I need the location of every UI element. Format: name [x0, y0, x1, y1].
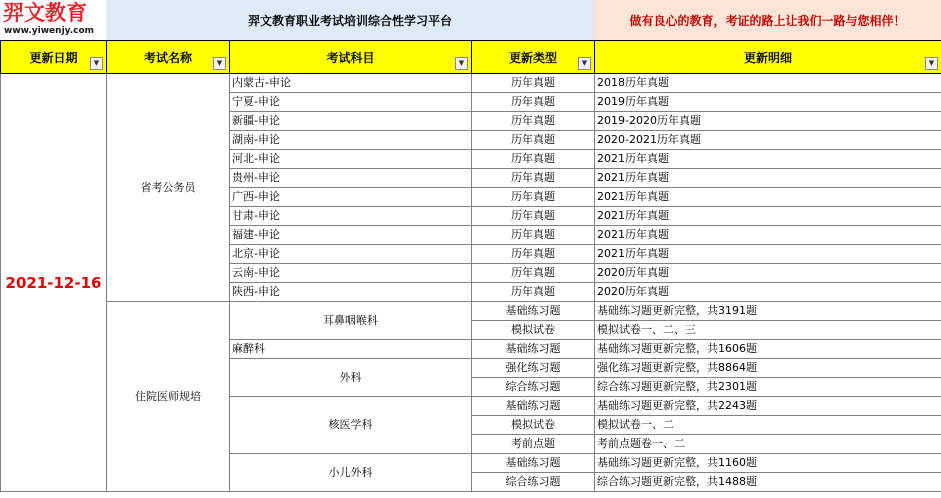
type-cell: 模拟试卷: [472, 416, 595, 435]
type-cell: 综合练习题: [472, 378, 595, 397]
detail-cell: 模拟试卷一、二: [595, 416, 941, 435]
type-cell: 历年真题: [472, 150, 595, 169]
type-cell: 考前点题: [472, 435, 595, 454]
type-cell: 基础练习题: [472, 397, 595, 416]
subject-cell: 麻醉科: [230, 340, 472, 359]
table-row: [1, 74, 941, 93]
subject-cell: 河北-申论: [230, 150, 472, 169]
update-date: 2021-12-16: [1, 74, 107, 492]
detail-cell: 综合练习题更新完整，共1488题: [595, 473, 941, 492]
type-cell: 历年真题: [472, 169, 595, 188]
detail-cell: 2021历年真题: [595, 188, 941, 207]
logo-text: 羿文教育: [3, 1, 87, 25]
subject-cell: 内蒙古-申论: [230, 74, 472, 93]
filter-active-icon[interactable]: ▼: [90, 57, 103, 70]
type-cell: 历年真题: [472, 226, 595, 245]
subject-cell: 贵州-申论: [230, 169, 472, 188]
detail-cell: 2020-2021历年真题: [595, 131, 941, 150]
update-table: [0, 40, 941, 492]
header-exam: 考试名称 ▼: [107, 41, 230, 74]
header-detail: 更新明细 ▼: [595, 41, 941, 74]
header-type: 更新类型 ▼: [472, 41, 595, 74]
detail-cell: 模拟试卷一、二、三: [595, 321, 941, 340]
detail-cell: 基础练习题更新完整，共1606题: [595, 340, 941, 359]
type-cell: 历年真题: [472, 131, 595, 150]
detail-cell: 2021历年真题: [595, 226, 941, 245]
platform-title: 羿文教育职业考试培训综合性学习平台: [106, 0, 594, 40]
type-cell: 历年真题: [472, 112, 595, 131]
detail-cell: 强化练习题更新完整，共8864题: [595, 359, 941, 378]
header-subject: 考试科目 ▼: [230, 41, 472, 74]
type-cell: 历年真题: [472, 188, 595, 207]
subject-cell: 外科: [230, 359, 472, 397]
header-row: [1, 41, 941, 74]
detail-cell: 2020历年真题: [595, 283, 941, 302]
chevron-down-icon[interactable]: ▼: [578, 57, 591, 70]
detail-cell: 2021历年真题: [595, 169, 941, 188]
type-cell: 历年真题: [472, 207, 595, 226]
exam-name: 住院医师规培: [107, 302, 230, 492]
type-cell: 历年真题: [472, 245, 595, 264]
chevron-down-icon[interactable]: ▼: [925, 57, 938, 70]
banner: [0, 0, 941, 40]
type-cell: 历年真题: [472, 74, 595, 93]
logo: [0, 0, 106, 40]
detail-cell: 考前点题卷一、二: [595, 435, 941, 454]
detail-cell: 2019-2020历年真题: [595, 112, 941, 131]
type-cell: 综合练习题: [472, 473, 595, 492]
detail-cell: 基础练习题更新完整，共2243题: [595, 397, 941, 416]
detail-cell: 2019历年真题: [595, 93, 941, 112]
subject-cell: 新疆-申论: [230, 112, 472, 131]
type-cell: 模拟试卷: [472, 321, 595, 340]
subject-cell: 小儿外科: [230, 454, 472, 492]
subject-cell: 福建-申论: [230, 226, 472, 245]
chevron-down-icon[interactable]: ▼: [455, 57, 468, 70]
slogan: 做有良心的教育，考证的路上让我们一路与您相伴！: [594, 0, 941, 40]
type-cell: 历年真题: [472, 283, 595, 302]
table-row: [1, 302, 941, 321]
subject-cell: 甘肃-申论: [230, 207, 472, 226]
subject-cell: 宁夏-申论: [230, 93, 472, 112]
chevron-down-icon[interactable]: ▼: [213, 57, 226, 70]
header-date: 更新日期 ▼: [1, 41, 107, 74]
subject-cell: 北京-申论: [230, 245, 472, 264]
subject-cell: 湖南-申论: [230, 131, 472, 150]
logo-url: www.yiwenjy.com: [4, 26, 95, 36]
subject-cell: 云南-申论: [230, 264, 472, 283]
subject-cell: 核医学科: [230, 397, 472, 454]
subject-cell: 广西-申论: [230, 188, 472, 207]
type-cell: 基础练习题: [472, 454, 595, 473]
detail-cell: 2021历年真题: [595, 150, 941, 169]
detail-cell: 2021历年真题: [595, 207, 941, 226]
type-cell: 基础练习题: [472, 302, 595, 321]
type-cell: 历年真题: [472, 264, 595, 283]
type-cell: 基础练习题: [472, 340, 595, 359]
detail-cell: 基础练习题更新完整，共3191题: [595, 302, 941, 321]
detail-cell: 综合练习题更新完整，共2301题: [595, 378, 941, 397]
detail-cell: 2021历年真题: [595, 245, 941, 264]
detail-cell: 基础练习题更新完整，共1160题: [595, 454, 941, 473]
type-cell: 历年真题: [472, 93, 595, 112]
subject-cell: 耳鼻咽喉科: [230, 302, 472, 340]
exam-name: 省考公务员: [107, 74, 230, 302]
type-cell: 强化练习题: [472, 359, 595, 378]
detail-cell: 2020历年真题: [595, 264, 941, 283]
detail-cell: 2018历年真题: [595, 74, 941, 93]
subject-cell: 陕西-申论: [230, 283, 472, 302]
